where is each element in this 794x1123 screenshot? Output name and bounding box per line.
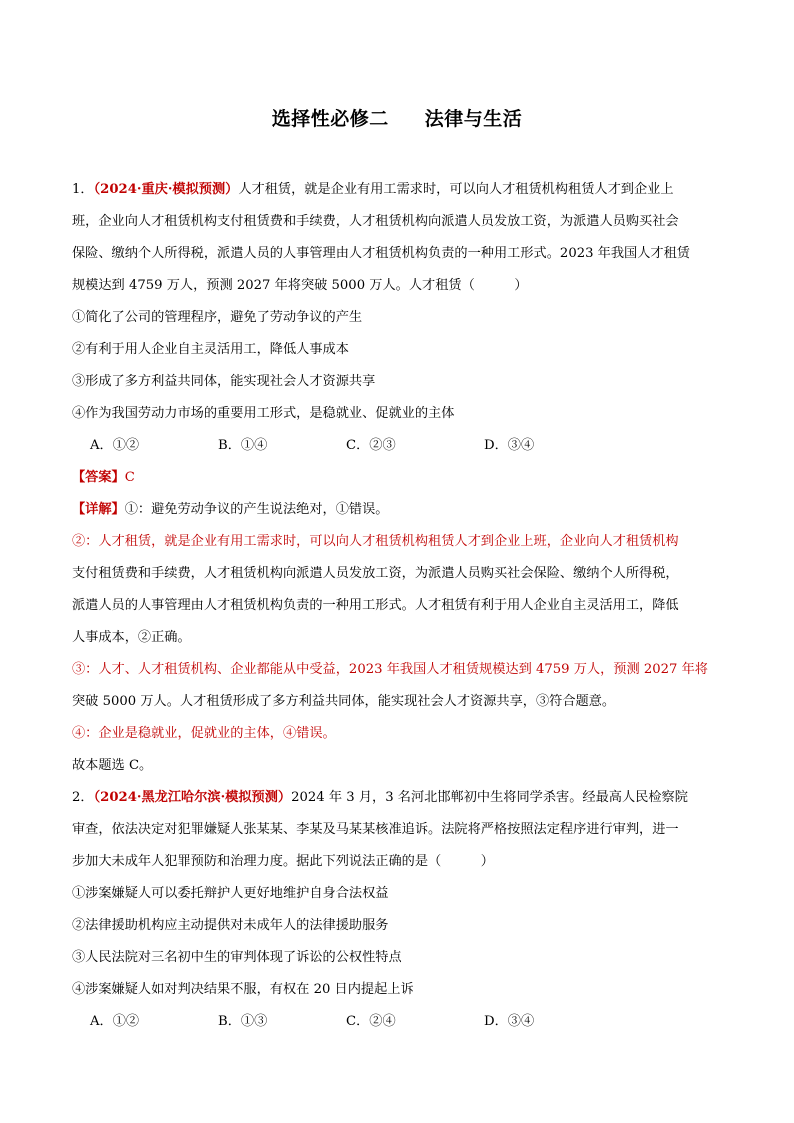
q1-stem-line-2: 班，企业向人才租赁机构支付租赁费和手续费，人才租赁机构向派遣人员发放工资，为派遣人员购买社会 (72, 214, 679, 229)
q1-answer (72, 462, 727, 494)
q1-stem-text-1: 人才租赁，就是企业有用工需求时，可以向人才租赁机构租赁人才到企业上 (238, 182, 674, 197)
q1-statement-2: ②有利于用人企业自主灵活用工，降低人事成本 (72, 342, 349, 357)
title-left: 选择性必修二 (271, 108, 389, 130)
q1-conclusion: 故本题选 C。 (72, 758, 153, 773)
page-title (0, 104, 794, 131)
q2-stem-line-3: 步加大未成年人犯罪预防和治理力度。据此下列说法正确的是（ ） (72, 854, 494, 869)
q1-detail2-line-3: 派遣人员的人事管理由人才租赁机构负责的一种用工形式。人才租赁有利于用人企业自主灵活用工，降低 (72, 598, 679, 613)
q1-option-c: C．②③ (346, 438, 396, 453)
q1-statement-1: ①简化了公司的管理程序，避免了劳动争议的产生 (72, 310, 363, 325)
q1-detail2-line-2: 支付租赁费和手续费，人才租赁机构向派遣人员发放工资，为派遣人员购买社会保险、缴纳个人所得税， (72, 566, 679, 581)
q1-option-b: B．①④ (218, 438, 268, 453)
q1-number: 1． (72, 182, 94, 197)
q2-statement-4: ④涉案嫌疑人如对判决结果不服，有权在 20 日内提起上诉 (72, 982, 414, 997)
q2-statement-1: ①涉案嫌疑人可以委托辩护人更好地维护自身合法权益 (72, 886, 389, 901)
q1-detail-line-1 (72, 494, 727, 526)
q2-options (72, 1006, 727, 1038)
q2-stem-text-1: 2024 年 3 月，3 名河北邯郸初中生将同学杀害。经最高人民检察院 (291, 790, 688, 805)
q2-statement-2: ②法律援助机构应主动提供对未成年人的法律援助服务 (72, 918, 389, 933)
q1-detail-first: ①：避免劳动争议的产生说法绝对，①错误。 (124, 502, 389, 517)
q1-detail3-line-1: ③：人才、人才租赁机构、企业都能从中受益，2023 年我国人才租赁规模达到 4759 万人，预测 2027 年将 (72, 662, 708, 677)
q2-source: （2024·黑龙江哈尔滨·模拟预测） (93, 790, 292, 805)
q1-detail2-line-4: 人事成本，②正确。 (72, 630, 191, 645)
q2-option-b: B．①③ (218, 1014, 268, 1029)
q2-stem-line-2: 审查，依法决定对犯罪嫌疑人张某某、李某及马某某核准追诉。法院将严格按照法定程序进行审判，进一 (72, 822, 679, 837)
q1-answer-value: C (124, 470, 135, 485)
q2-number: 2． (72, 790, 94, 805)
q1-stem-line-1 (72, 174, 727, 206)
q2-option-d: D．③④ (484, 1014, 535, 1029)
q1-detail4: ④：企业是稳就业，促就业的主体，④错误。 (72, 726, 336, 741)
q1-source: （2024·重庆·模拟预测） (93, 182, 239, 197)
q2-option-a: A．①② (90, 1014, 140, 1029)
q1-statement-3: ③形成了多方利益共同体，能实现社会人才资源共享 (72, 374, 376, 389)
q1-options (72, 430, 727, 462)
question-content (72, 174, 727, 1038)
q1-detail2-line-1 (72, 526, 727, 558)
q2-stem-line-1 (72, 782, 727, 814)
q2-option-c: C．②④ (346, 1014, 396, 1029)
q1-statement-4: ④作为我国劳动力市场的重要用工形式，是稳就业、促就业的主体 (72, 406, 455, 421)
q1-detail2-text-1: ②：人才租赁，就是企业有用工需求时，可以向人才租赁机构租赁人才到企业上班，企业向人才租赁机构 (72, 534, 679, 549)
q2-statement-3: ③人民法院对三名初中生的审判体现了诉讼的公权性特点 (72, 950, 402, 965)
q1-option-d: D．③④ (484, 438, 535, 453)
q1-detail3-line-2: 突破 5000 万人。人才租赁形成了多方利益共同体，能实现社会人才资源共享，③符合题意。 (72, 694, 616, 709)
q1-answer-tag: 【答案】 (72, 470, 125, 485)
q1-option-a: A．①② (90, 438, 140, 453)
q1-detail-tag: 【详解】 (72, 502, 125, 517)
q1-stem-line-4: 规模达到 4759 万人，预测 2027 年将突破 5000 万人。人才租赁（ ） (72, 278, 528, 293)
q1-stem-line-3: 保险、缴纳个人所得税，派遣人员的人事管理由人才租赁机构负责的一种用工形式。2023 年我国人才租赁 (72, 246, 690, 261)
title-right: 法律与生活 (424, 108, 523, 130)
